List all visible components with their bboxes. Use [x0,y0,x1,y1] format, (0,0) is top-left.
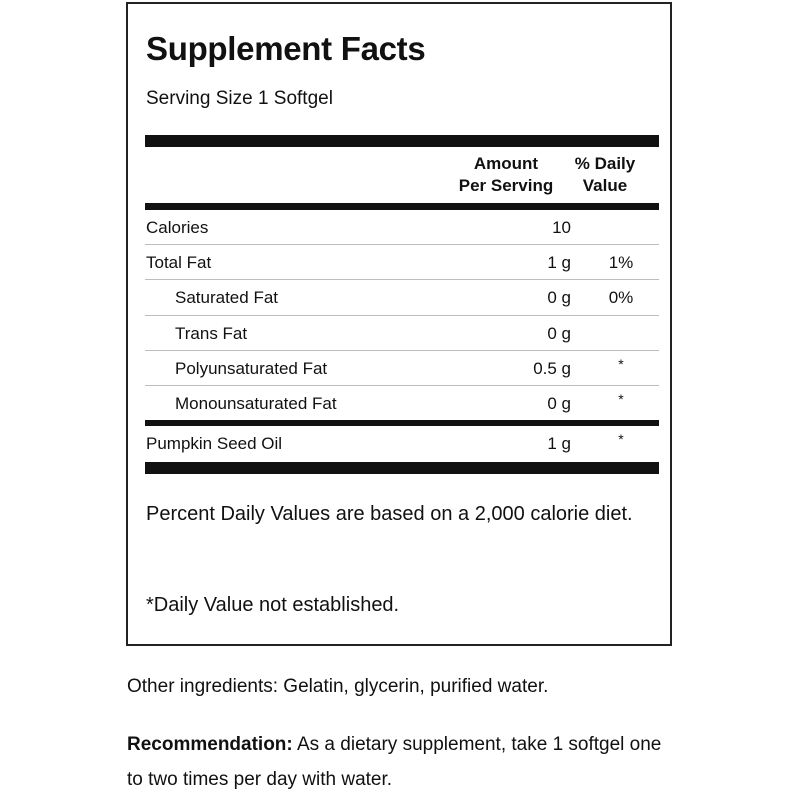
not-established-footnote: *Daily Value not established. [146,594,400,616]
supplement-facts-panel [126,2,672,646]
dv-header-line1: % Daily [574,154,636,173]
nutrient-daily-value: 1% [608,253,634,272]
amount-header-line1: Amount [473,154,539,173]
nutrient-row [145,280,659,315]
top-thick-divider [145,135,659,147]
bottom-thick-divider [145,462,659,474]
nutrient-row [145,245,659,280]
nutrient-name: Total Fat [146,253,212,272]
nutrient-row [145,386,659,421]
nutrient-amount: 0 g [547,394,571,413]
nutrient-amount: 1 g [547,253,571,272]
nutrient-amount: 0 g [547,324,571,343]
nutrient-row [145,351,659,386]
nutrient-name: Monounsaturated Fat [175,394,337,413]
dv-header-line2: Value [582,176,628,195]
nutrient-name: Polyunsaturated Fat [175,359,328,378]
amount-header-line2: Per Serving [458,176,554,195]
panel-title: Supplement Facts [146,30,426,67]
nutrient-amount: 10 [552,218,571,237]
ingredient-name: Pumpkin Seed Oil [146,434,283,453]
recommendation-label: Recommendation: [127,734,293,755]
serving-size: Serving Size 1 Softgel [146,88,333,109]
ingredient-amount: 1 g [547,434,571,453]
recommendation-text: As a dietary supplement, take 1 softgel one to two times per day with water. [127,734,662,790]
daily-value-footnote: Percent Daily Values are based on a 2,000 calorie diet. [146,503,633,525]
nutrient-amount: 0.5 g [533,359,571,378]
nutrient-name: Saturated Fat [175,288,279,307]
nutrient-daily-value: 0% [608,288,634,307]
header-divider [145,203,659,210]
ingredient-daily-value: * [618,431,624,447]
nutrient-name: Trans Fat [175,324,248,343]
ingredient-row [145,426,659,461]
daily-value-column-header [568,153,642,197]
amount-column-header [450,153,562,197]
nutrient-amount: 0 g [547,288,571,307]
nutrient-name: Calories [146,218,209,237]
nutrient-daily-value: * [618,356,624,372]
nutrient-daily-value: * [618,391,624,407]
recommendation [127,727,667,797]
nutrient-row [145,210,659,245]
nutrient-row [145,316,659,351]
other-ingredients: Other ingredients: Gelatin, glycerin, purified water. [127,676,549,697]
